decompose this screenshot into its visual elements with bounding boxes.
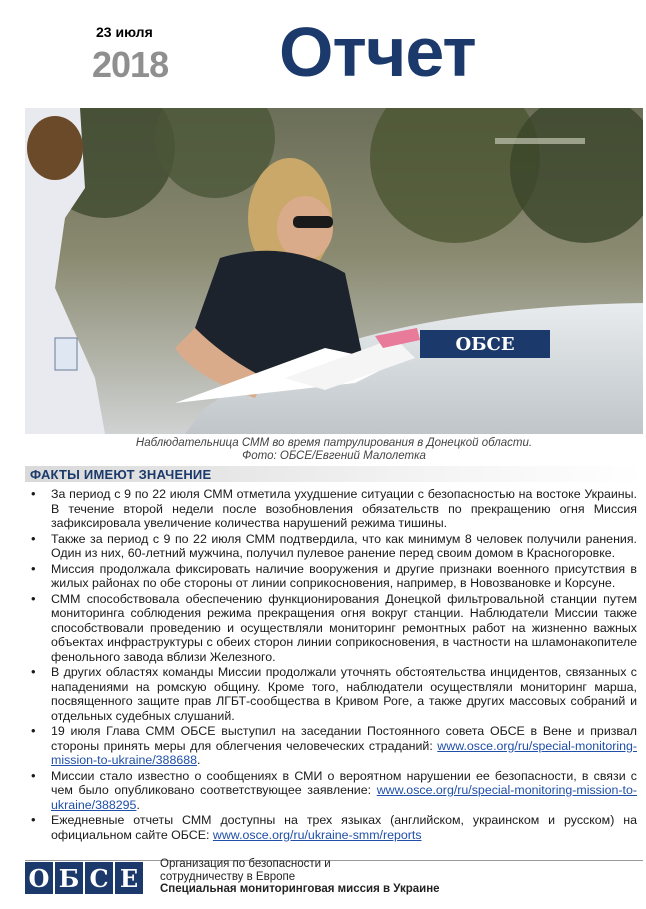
logo-letter: С	[85, 862, 113, 894]
logo-letter: Б	[55, 862, 83, 894]
statement-link[interactable]: www.osce.org/ru/special-monitoring-mission-to-ukraine/388688	[51, 738, 637, 767]
org-line: сотрудничеству в Европе	[160, 870, 296, 883]
caption-credit: Фото: ОБСЕ/Евгений Малолетка	[242, 450, 426, 462]
fact-item	[25, 665, 637, 723]
fact-item	[25, 813, 637, 842]
fact-text: Миссии стало известно о сообщениях в СМИ о вероятном нарушении ее безопасности, в связи с чем было опубликовано соответствующее заявление:	[51, 768, 637, 797]
statement-link[interactable]: www.osce.org/ru/special-monitoring-mission-to-ukraine/388295	[51, 783, 637, 812]
report-title: Отчет	[279, 13, 476, 91]
fact-item	[25, 532, 637, 561]
car-emblem	[420, 330, 550, 358]
section-title: ФАКТЫ ИМЕЮТ ЗНАЧЕНИЕ	[30, 467, 212, 482]
org-name	[160, 858, 440, 896]
org-line: Организация по безопасности и	[160, 858, 331, 870]
fact-item	[25, 487, 637, 531]
fact-text: В других областях команды Миссии продолжали уточнять обстоятельства инцидентов, связанных с нападениями на ромскую общину. Кроме того, наблюдатели осуществляли мониторинг марша, посвященного защите прав ЛГБТ-сообщества в Кривом Роге, а также других массовых собраний и отдельных судебных слушаний.	[51, 665, 637, 723]
facts-list	[25, 487, 637, 843]
fact-tail: .	[136, 797, 140, 812]
fact-text: Ежедневные отчеты СММ доступны на трех языках (английском, украинском и русском) на официальном сайте ОБСЕ:	[51, 813, 637, 842]
svg-text:ОБСЕ: ОБСЕ	[455, 334, 515, 355]
osce-logo	[25, 860, 143, 896]
mission-name: Специальная мониторинговая миссия в Украине	[160, 883, 440, 895]
logo-letter: Е	[115, 862, 143, 894]
fact-item	[25, 769, 637, 813]
fact-item	[25, 592, 637, 665]
logo-letter: О	[25, 862, 53, 894]
date-year: 2018	[92, 44, 169, 85]
fact-text: 19 июля Глава СММ ОБСЕ выступил на заседании Постоянного совета ОБСЕ в Вене и призвал стороны принять меры для облегчения человеческих страданий:	[51, 724, 637, 753]
fact-item	[25, 562, 637, 591]
date-day: 23 июля	[96, 24, 153, 40]
fact-text: За период с 9 по 22 июля СММ отметила ухудшение ситуации с безопасностью на востоке Украины. В течение второй недели после возобновления обязательств по прекращению огня Миссия зафиксировала увеличение количества нарушений режима тишины.	[51, 487, 637, 530]
fact-text: СММ способствовала обеспечению функционирования Донецкой фильтровальной станции путем мониторинга соблюдения режима прекращения огня вокруг станции. Наблюдатели Миссии также способствовали проведению и осуществляли мониторинг ремонтных работ на жизненно важных объектах инфраструктуры с обеих сторон линии соприкосновения, в частности на шламонакопителе фенольного завода вблизи Железного.	[51, 591, 637, 664]
photo-caption	[25, 437, 643, 463]
caption-text: Наблюдательница СММ во время патрулирования в Донецкой области.	[135, 437, 533, 449]
fact-text: Также за период с 9 по 22 июля СММ подтвердила, что как минимум 8 человек получили ранения. Один из них, 60-летний мужчина, получил пулевое ранение перед своим домом в Красногоровке.	[51, 531, 637, 560]
fact-tail: .	[197, 753, 201, 767]
reports-link[interactable]: www.osce.org/ru/ukraine-smm/reports	[212, 827, 422, 842]
fact-item	[25, 724, 637, 768]
hero-photo	[25, 108, 643, 434]
fact-text: Миссия продолжала фиксировать наличие вооружения и другие признаки военного присутствия в жилых районах по обе стороны от линии соприкосновения, например, в Новозвановке и Корсуне.	[51, 561, 637, 590]
photo-illustration	[25, 108, 643, 434]
